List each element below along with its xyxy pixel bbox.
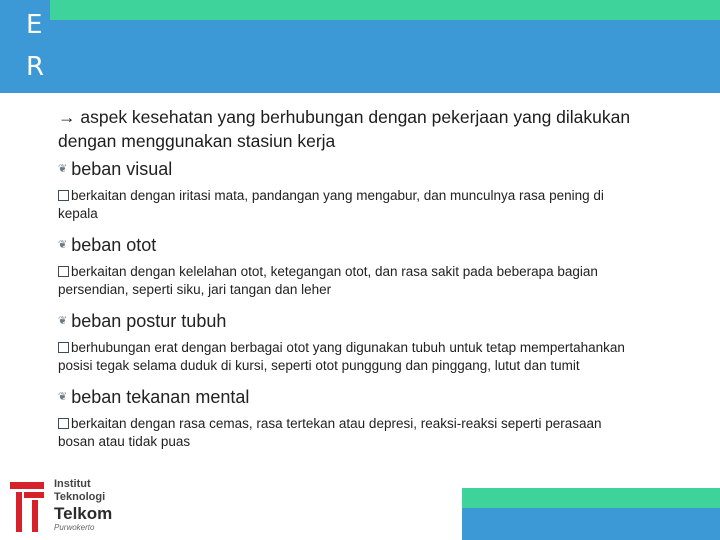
detail-otot	[58, 263, 638, 299]
fleuron-bullet-icon: ❦	[58, 315, 68, 327]
square-bullet-icon	[58, 190, 69, 201]
footer-blue-band	[462, 508, 720, 540]
header-green-band	[50, 0, 720, 20]
header-blue-band	[50, 20, 720, 93]
side-letter: G	[26, 94, 47, 124]
logo-line: Teknologi	[54, 491, 106, 503]
fleuron-bullet-icon: ❦	[58, 239, 68, 251]
side-letter: R	[26, 52, 45, 82]
footer-green-band	[462, 488, 720, 508]
detail-text: berkaitan dengan iritasi mata, pandangan yang mengabur, dan munculnya rasa pening di kepala	[58, 188, 604, 221]
sub-heading: beban postur tubuh	[71, 311, 227, 331]
square-bullet-icon	[58, 266, 69, 277]
arrow-right-icon: →	[58, 107, 76, 127]
detail-postur	[58, 339, 638, 375]
side-title-letters	[26, 4, 46, 130]
lead-text: aspek kesehatan yang berhubungan dengan pekerjaan yang dilakukan dengan menggunakan stasiun kerja	[58, 107, 631, 151]
logo-line: Telkom	[54, 504, 113, 523]
telkom-logo-icon	[10, 482, 44, 532]
detail-text: berkaitan dengan rasa cemas, rasa tertekan atau depresi, reaksi-reaksi seperti perasaan bosan atau tidak puas	[58, 416, 602, 449]
detail-visual	[58, 187, 638, 223]
square-bullet-icon	[58, 418, 69, 429]
sub-heading: beban tekanan mental	[71, 387, 250, 407]
logo-line: Institut	[54, 478, 91, 490]
slide-content	[58, 105, 638, 451]
sub-bullet-visual	[58, 157, 638, 181]
sub-bullet-otot	[58, 233, 638, 257]
sub-heading: beban otot	[71, 235, 157, 255]
logo-line: Purwokerto	[54, 523, 95, 532]
square-bullet-icon	[58, 342, 69, 353]
fleuron-bullet-icon: ❦	[58, 163, 68, 175]
fleuron-bullet-icon: ❦	[58, 391, 68, 403]
institution-logo	[10, 478, 140, 538]
sub-heading: beban visual	[71, 159, 173, 179]
sub-bullet-mental	[58, 385, 638, 409]
detail-text: berkaitan dengan kelelahan otot, ketegangan otot, dan rasa sakit pada beberapa bagian persendian, seperti siku, jari tangan dan leher	[58, 264, 598, 297]
side-letter: E	[26, 10, 43, 40]
logo-text	[54, 478, 112, 533]
sub-bullet-postur	[58, 309, 638, 333]
lead-bullet	[58, 105, 638, 153]
detail-mental	[58, 415, 638, 451]
side-title-strip	[0, 0, 50, 124]
detail-text: berhubungan erat dengan berbagai otot yang digunakan tubuh untuk tetap mempertahankan posisi tegak selama duduk di kursi, seperti otot punggung dan pinggang, lutut dan tumit	[58, 340, 625, 373]
